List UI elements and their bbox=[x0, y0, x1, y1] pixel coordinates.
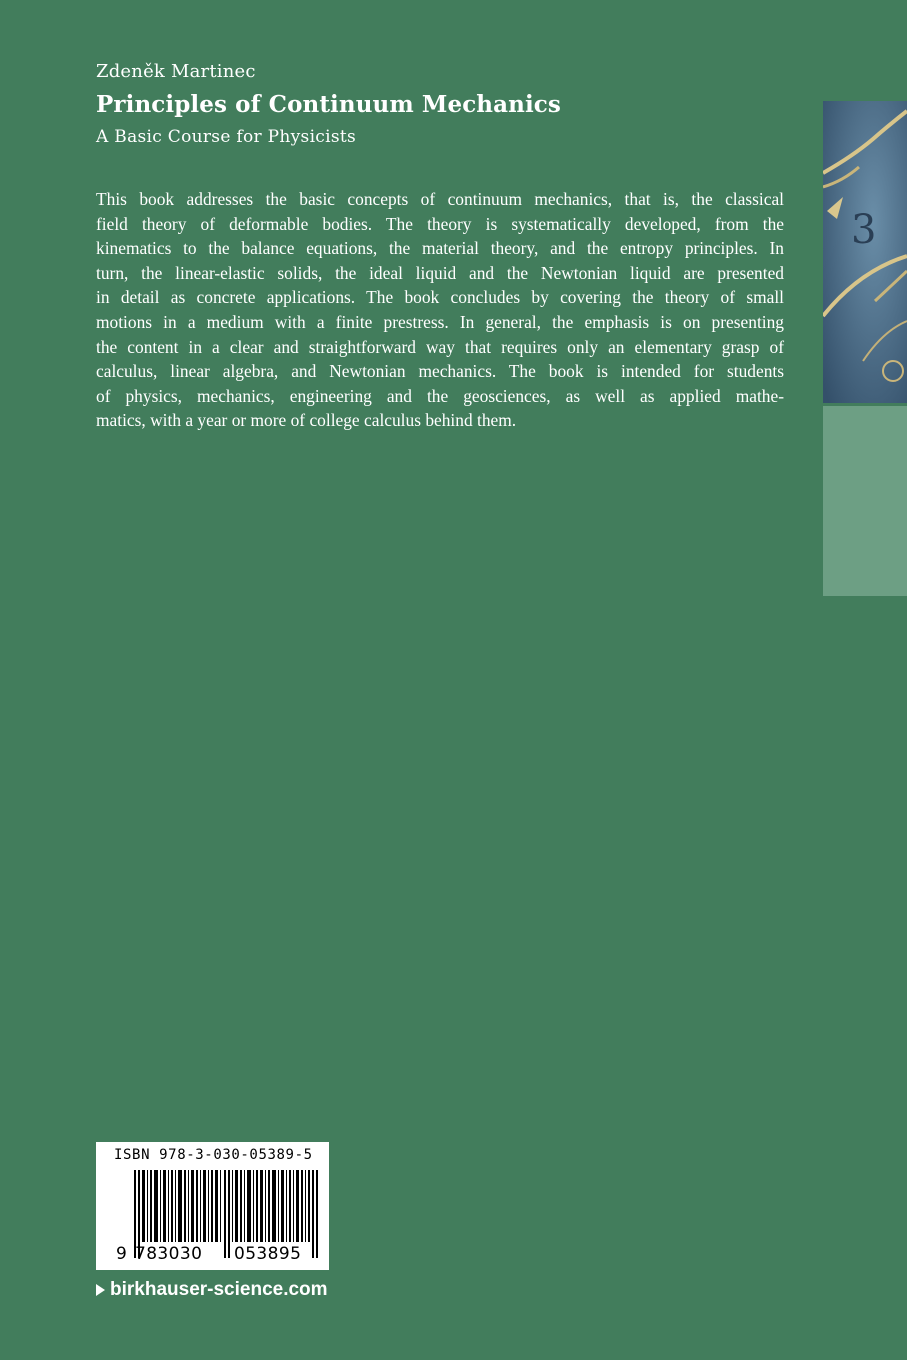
book-title: Principles of Continuum Mechanics bbox=[96, 91, 561, 118]
description-line: the content in a clear and straightforward way that requires only an elementary grasp of bbox=[96, 336, 784, 357]
description-line: field theory of deformable bodies. The theory is systematically developed, from the bbox=[96, 213, 784, 234]
book-subtitle: A Basic Course for Physicists bbox=[96, 127, 357, 147]
description-line: motions in a medium with a finite prestress. In general, the emphasis is on presenting bbox=[96, 311, 784, 332]
clock-face-image bbox=[823, 101, 907, 403]
image-digit: 3 bbox=[851, 207, 877, 253]
isbn-label: ISBN 978-3-030-05389-5 bbox=[114, 1147, 313, 1163]
description-line: kinematics to the balance equations, the material theory, and the entropy principles. In bbox=[96, 238, 784, 259]
description-line: in detail as concrete applications. The book concludes by covering the theory of small bbox=[96, 287, 784, 308]
author-name: Zdeněk Martinec bbox=[96, 61, 256, 82]
isbn-barcode bbox=[96, 1142, 329, 1270]
ean-left-digits: 783030 bbox=[135, 1244, 203, 1264]
description-line: calculus, linear algebra, and Newtonian mechanics. The book is intended for students bbox=[96, 361, 784, 382]
description-line: matics, with a year or more of college calculus behind them. bbox=[96, 410, 517, 431]
ean-right-digits: 053895 bbox=[234, 1244, 302, 1264]
description-line: This book addresses the basic concepts of continuum mechanics, that is, the classical bbox=[96, 189, 784, 209]
publisher-url: birkhauser-science.com bbox=[110, 1279, 328, 1300]
cover-image-strip bbox=[823, 101, 907, 403]
publisher-link[interactable] bbox=[96, 1279, 328, 1301]
cover-color-band bbox=[823, 406, 907, 596]
description-line: turn, the linear-elastic solids, the ideal liquid and the Newtonian liquid are presented bbox=[96, 262, 784, 283]
book-description bbox=[96, 187, 784, 433]
arrow-right-icon bbox=[96, 1284, 105, 1296]
description-line: of physics, mechanics, engineering and the geosciences, as well as applied mathe- bbox=[96, 385, 784, 406]
ean-first-digit: 9 bbox=[116, 1244, 127, 1264]
